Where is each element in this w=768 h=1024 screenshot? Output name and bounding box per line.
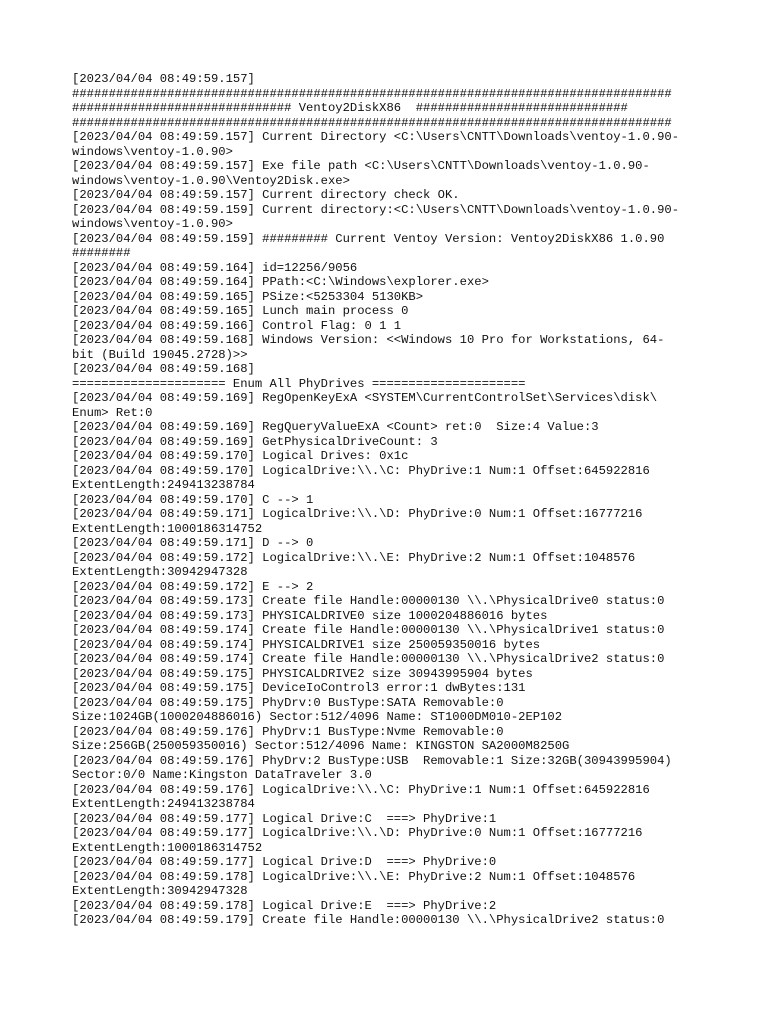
- log-line: [2023/04/04 08:49:59.170] C --> 1: [72, 492, 314, 507]
- log-line: [2023/04/04 08:49:59.164] PPath:<C:\Windows\explorer.exe>: [72, 275, 489, 289]
- log-line: [2023/04/04 08:49:59.166] Control Flag: 0 1 1: [72, 318, 402, 333]
- log-line: [2023/04/04 08:49:59.169] RegQueryValueExA <Count> ret:0 Size:4 Value:3: [72, 420, 599, 434]
- log-line: [2023/04/04 08:49:59.177] LogicalDrive:\\.\D: PhyDrive:0 Num:1 Offset:16777216: [72, 826, 643, 840]
- log-line: ExtentLength:249413238784: [72, 478, 255, 492]
- log-line: ############################## Ventoy2DiskX86 #############################: [72, 101, 628, 115]
- log-line: ##################################################################################: [72, 115, 672, 130]
- log-line: [2023/04/04 08:49:59.176] PhyDrv:1 BusType:Nvme Removable:0: [72, 724, 504, 739]
- log-line: [2023/04/04 08:49:59.169] GetPhysicalDriveCount: 3: [72, 434, 438, 449]
- log-line: [2023/04/04 08:49:59.175] DeviceIoControl3 error:1 dwBytes:131: [72, 681, 526, 695]
- log-line: [2023/04/04 08:49:59.178] LogicalDrive:\\.\E: PhyDrive:2 Num:1 Offset:1048576: [72, 869, 636, 884]
- log-line: Size:1024GB(1000204886016) Sector:512/4096 Name: ST1000DM010-2EP102: [72, 710, 563, 724]
- log-line: [2023/04/04 08:49:59.174] Create file Handle:00000130 \\.\PhysicalDrive2 status:0: [72, 652, 665, 666]
- log-line: ########: [72, 246, 131, 260]
- log-line: [2023/04/04 08:49:59.159] Current directory:<C:\Users\CNTT\Downloads\ventoy-1.0.90-: [72, 202, 680, 217]
- log-line: ##################################################################################: [72, 86, 672, 101]
- log-line: [2023/04/04 08:49:59.165] Lunch main process 0: [72, 304, 409, 318]
- log-line: [2023/04/04 08:49:59.171] D --> 0: [72, 536, 314, 550]
- log-line: ExtentLength:30942947328: [72, 884, 248, 898]
- log-line: [2023/04/04 08:49:59.157] Exe file path <C:\Users\CNTT\Downloads\ventoy-1.0.90-: [72, 159, 650, 173]
- log-line: [2023/04/04 08:49:59.178] Logical Drive:E ===> PhyDrive:2: [72, 898, 497, 913]
- log-line: bit (Build 19045.2728)>>: [72, 347, 248, 362]
- log-line: [2023/04/04 08:49:59.168]: [72, 362, 255, 376]
- log-line: [2023/04/04 08:49:59.174] Create file Handle:00000130 \\.\PhysicalDrive1 status:0: [72, 623, 665, 637]
- log-line: [2023/04/04 08:49:59.177] Logical Drive:D ===> PhyDrive:0: [72, 855, 497, 869]
- log-line: [2023/04/04 08:49:59.168] Windows Version: <<Windows 10 Pro for Workstations, 64-: [72, 333, 665, 347]
- log-line: [2023/04/04 08:49:59.175] PHYSICALDRIVE2 size 30943995904 bytes: [72, 666, 533, 681]
- log-line: [2023/04/04 08:49:59.170] LogicalDrive:\\.\C: PhyDrive:1 Num:1 Offset:645922816: [72, 463, 650, 478]
- log-line: [2023/04/04 08:49:59.157] Current directory check OK.: [72, 188, 460, 202]
- log-line: ExtentLength:1000186314752: [72, 840, 263, 855]
- log-line: [2023/04/04 08:49:59.173] PHYSICALDRIVE0 size 1000204886016 bytes: [72, 608, 548, 623]
- log-line: windows\ventoy-1.0.90>: [72, 217, 233, 231]
- log-line: windows\ventoy-1.0.90\Ventoy2Disk.exe>: [72, 173, 350, 188]
- log-line: [2023/04/04 08:49:59.164] id=12256/9056: [72, 260, 358, 275]
- log-line: [2023/04/04 08:49:59.165] PSize:<5253304 5130KB>: [72, 289, 424, 304]
- log-line: [2023/04/04 08:49:59.159] ######### Current Ventoy Version: Ventoy2DiskX86 1.0.90: [72, 231, 665, 246]
- log-line: [2023/04/04 08:49:59.172] LogicalDrive:\\.\E: PhyDrive:2 Num:1 Offset:1048576: [72, 550, 636, 565]
- log-line: [2023/04/04 08:49:59.171] LogicalDrive:\\.\D: PhyDrive:0 Num:1 Offset:16777216: [72, 507, 643, 521]
- log-line: windows\ventoy-1.0.90>: [72, 144, 233, 159]
- log-line: ExtentLength:249413238784: [72, 797, 255, 811]
- log-line: Enum> Ret:0: [72, 405, 153, 420]
- log-line: [2023/04/04 08:49:59.175] PhyDrv:0 BusType:SATA Removable:0: [72, 695, 504, 710]
- log-line: [2023/04/04 08:49:59.157]: [72, 72, 255, 86]
- log-line: Sector:0/0 Name:Kingston DataTraveler 3.0: [72, 768, 372, 782]
- log-line: [2023/04/04 08:49:59.170] Logical Drives: 0x1c: [72, 449, 409, 463]
- log-line: [2023/04/04 08:49:59.169] RegOpenKeyExA <SYSTEM\CurrentControlSet\Services\disk\: [72, 391, 658, 405]
- log-line: [2023/04/04 08:49:59.177] Logical Drive:C ===> PhyDrive:1: [72, 811, 497, 826]
- log-line: [2023/04/04 08:49:59.173] Create file Handle:00000130 \\.\PhysicalDrive0 status:0: [72, 594, 665, 608]
- log-line: ===================== Enum All PhyDrives =====================: [72, 376, 526, 391]
- log-text: [72, 72, 748, 928]
- log-line: [2023/04/04 08:49:59.176] LogicalDrive:\\.\C: PhyDrive:1 Num:1 Offset:645922816: [72, 782, 650, 797]
- log-line: [2023/04/04 08:49:59.179] Create file Handle:00000130 \\.\PhysicalDrive2 status:0: [72, 913, 665, 927]
- log-line: [2023/04/04 08:49:59.157] Current Directory <C:\Users\CNTT\Downloads\ventoy-1.0.90-: [72, 130, 680, 144]
- log-line: [2023/04/04 08:49:59.172] E --> 2: [72, 579, 314, 594]
- log-line: ExtentLength:30942947328: [72, 565, 248, 579]
- log-line: [2023/04/04 08:49:59.174] PHYSICALDRIVE1 size 250059350016 bytes: [72, 637, 541, 652]
- log-line: [2023/04/04 08:49:59.176] PhyDrv:2 BusType:USB Removable:1 Size:32GB(30943995904): [72, 753, 672, 768]
- log-line: Size:256GB(250059350016) Sector:512/4096 Name: KINGSTON SA2000M8250G: [72, 739, 570, 753]
- log-line: ExtentLength:1000186314752: [72, 521, 263, 536]
